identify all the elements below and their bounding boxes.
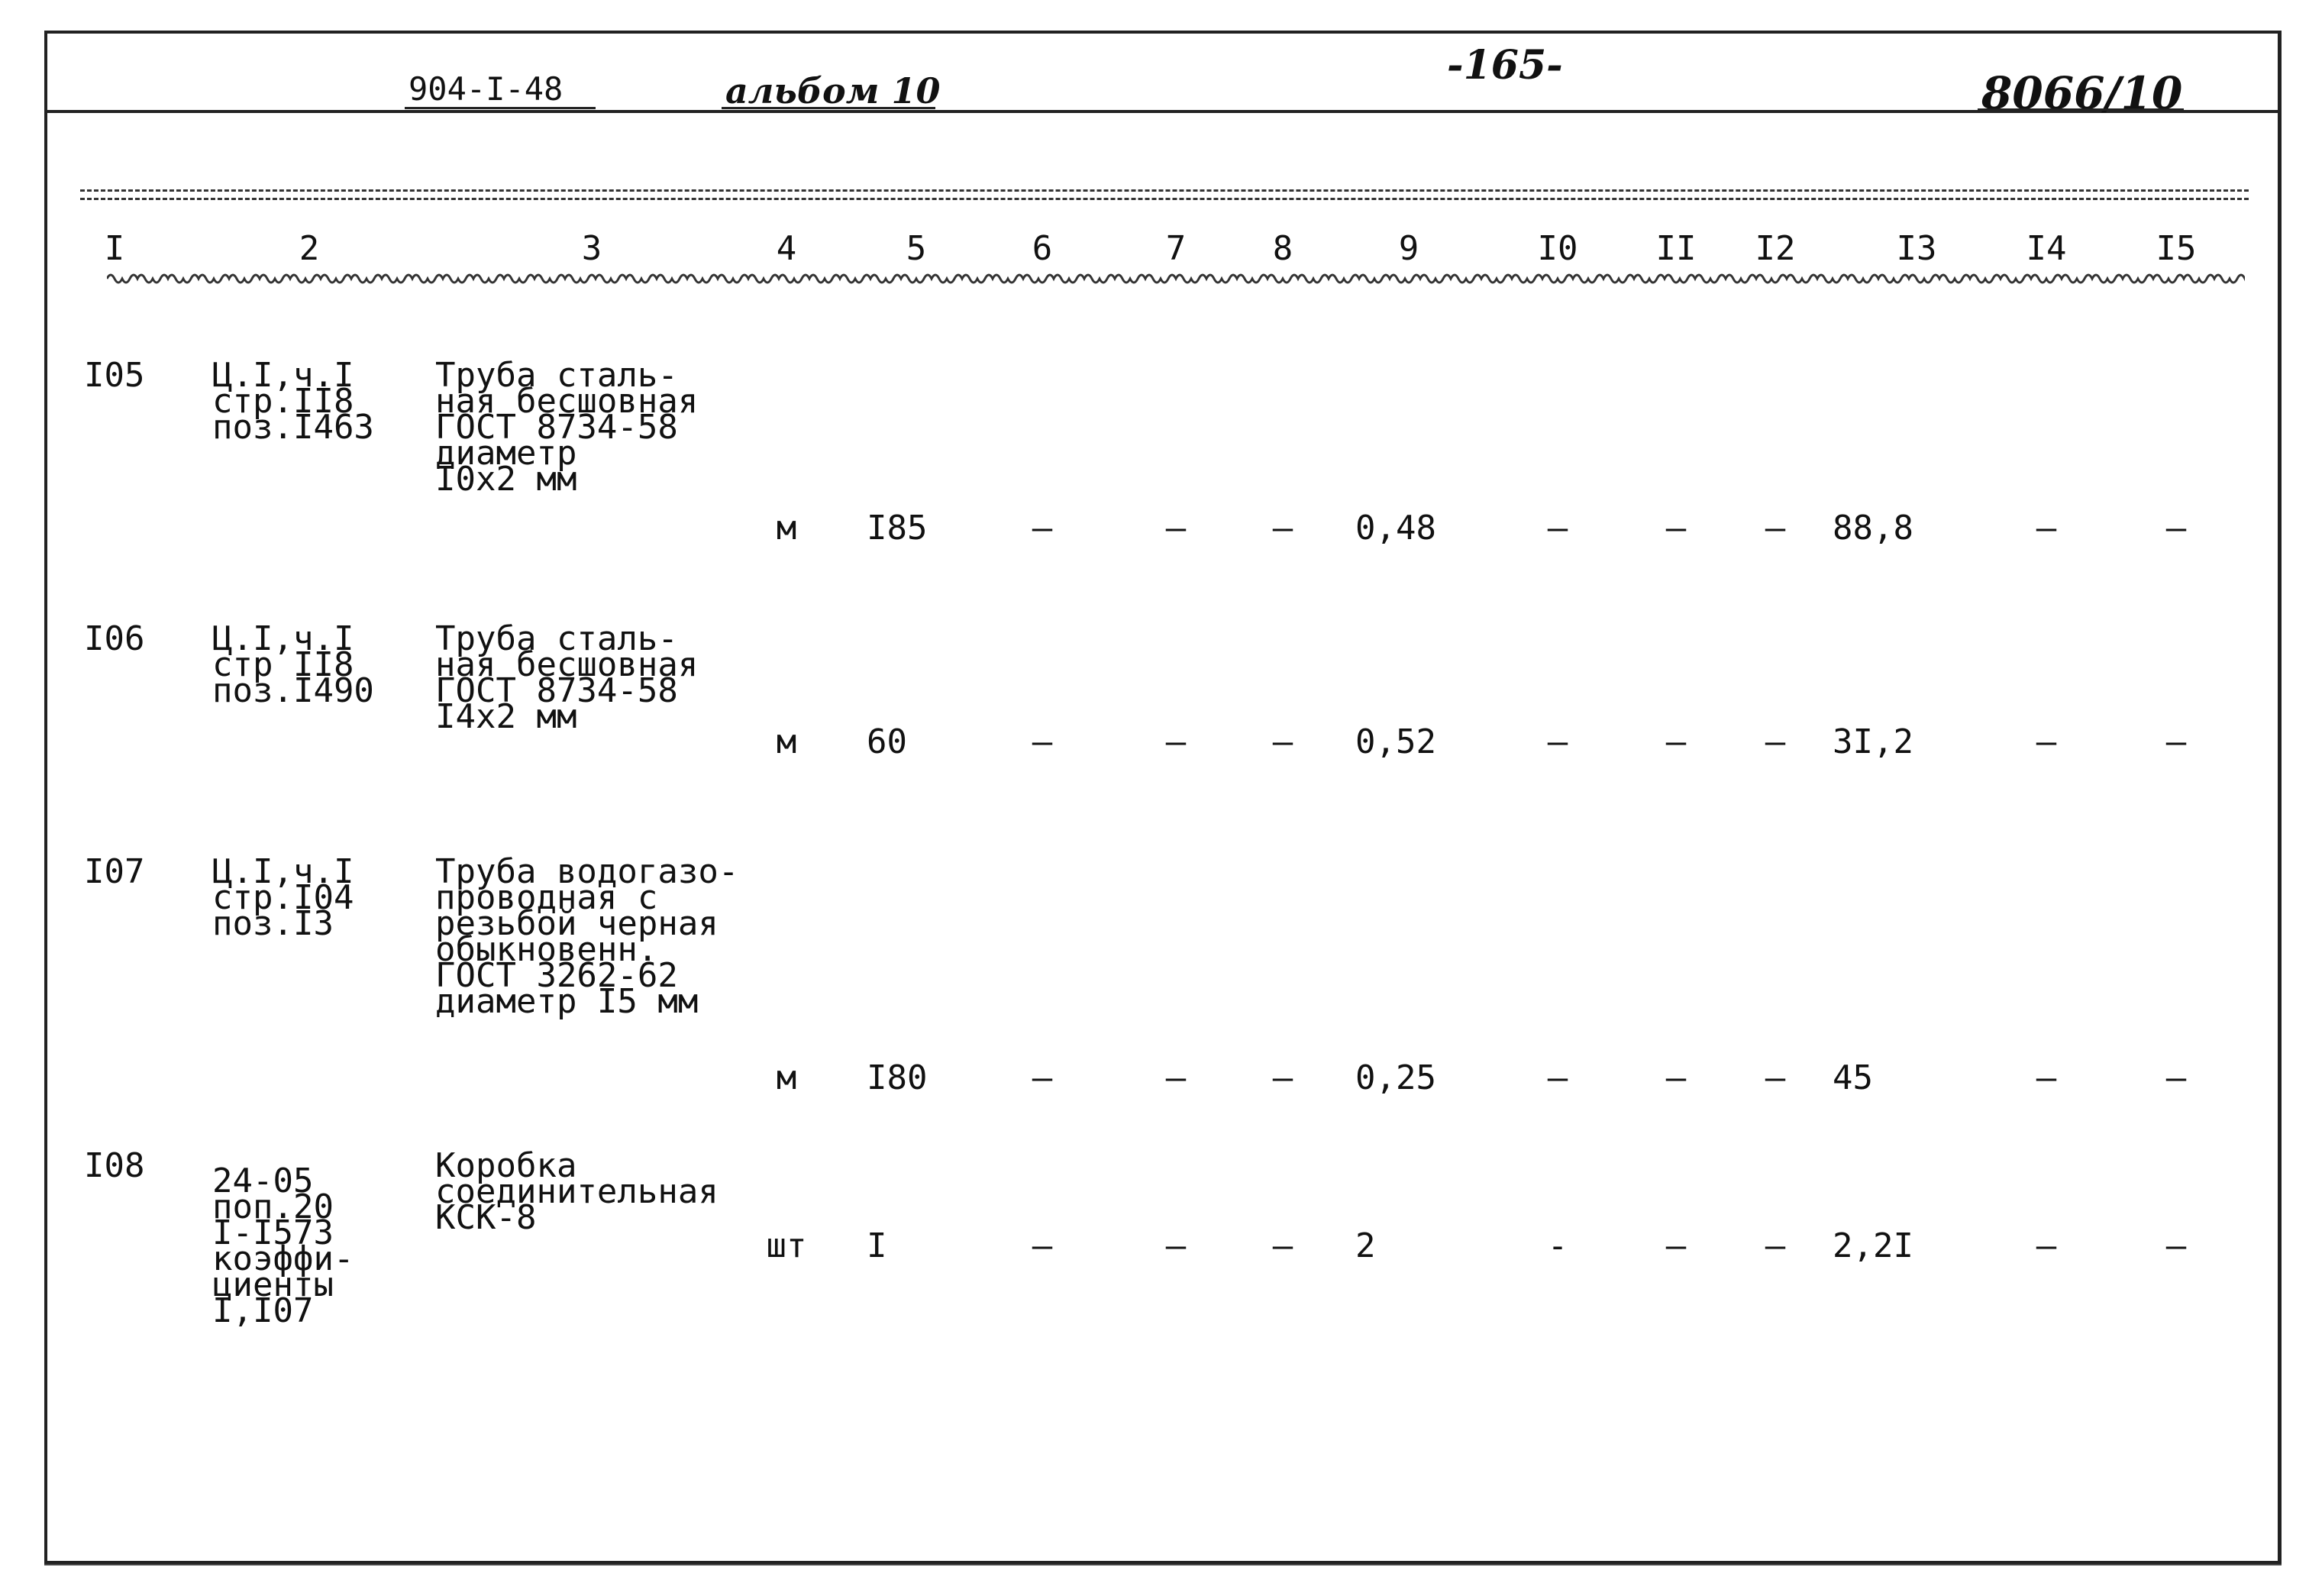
header-rule: [47, 110, 2278, 113]
row-reference: Ц.I,ч.I стр II8 поз.I490: [212, 619, 374, 710]
column-number-2: 2: [299, 229, 320, 268]
row-col-7: –: [1165, 1226, 1187, 1265]
column-number-13: I3: [1896, 229, 1937, 268]
row-description: Труба водогазо- проводная с резьбой черная обыкновенн. ГОСТ 3262-62 диаметр I5 мм: [435, 852, 739, 1021]
row-col-8: –: [1272, 1226, 1293, 1265]
row-col-12: –: [1765, 509, 1786, 548]
row-col-14: –: [2036, 1058, 2057, 1097]
row-quantity: 60: [867, 722, 907, 761]
row-col-10: -: [1547, 1226, 1568, 1265]
row-col-13: 45: [1833, 1058, 1873, 1097]
row-col-12: –: [1765, 1226, 1786, 1265]
row-quantity: I: [867, 1226, 887, 1265]
row-quantity: I85: [867, 509, 928, 548]
row-col-13: 3I,2: [1833, 722, 1913, 761]
row-col-11: –: [1665, 1226, 1687, 1265]
row-col-8: –: [1272, 1058, 1293, 1097]
row-col-15: –: [2165, 722, 2187, 761]
row-col-15: –: [2165, 509, 2187, 548]
row-quantity: I80: [867, 1058, 928, 1097]
album-underline: [722, 107, 935, 109]
column-number-9: 9: [1398, 229, 1419, 268]
row-col-15: –: [2165, 1058, 2187, 1097]
column-number-11: II: [1655, 229, 1697, 268]
row-col-7: –: [1165, 1058, 1187, 1097]
row-col-13: 88,8: [1833, 509, 1913, 548]
row-col-6: –: [1032, 722, 1053, 761]
column-number-10: I0: [1537, 229, 1578, 268]
row-col-8: –: [1272, 509, 1293, 548]
column-number-12: I2: [1755, 229, 1796, 268]
row-unit: м: [776, 722, 797, 761]
column-number-3: 3: [581, 229, 602, 268]
page-number: -165-: [1447, 42, 1563, 89]
row-number: I06: [84, 619, 145, 658]
row-col-11: –: [1665, 722, 1687, 761]
row-col-9: 0,52: [1355, 722, 1436, 761]
row-reference: Ц.I,ч.I стр.I04 поз.I3: [212, 852, 354, 943]
column-number-4: 4: [776, 229, 797, 268]
row-col-14: –: [2036, 1226, 2057, 1265]
row-col-11: –: [1665, 1058, 1687, 1097]
row-unit: м: [776, 509, 797, 548]
column-number-6: 6: [1032, 229, 1053, 268]
row-unit: м: [776, 1058, 797, 1097]
column-number-1: I: [104, 229, 125, 268]
row-number: I07: [84, 852, 145, 891]
row-col-10: –: [1547, 1058, 1568, 1097]
column-number-7: 7: [1165, 229, 1187, 268]
row-col-6: –: [1032, 509, 1053, 548]
column-number-8: 8: [1272, 229, 1293, 268]
row-col-12: –: [1765, 722, 1786, 761]
column-number-15: I5: [2156, 229, 2197, 268]
row-description: Труба сталь- ная бесшовная ГОСТ 8734-58 диаметр I0x2 мм: [435, 356, 699, 499]
column-header-wavy-rule: [107, 267, 2245, 290]
row-reference: Ц.I,ч.I стр.II8 поз.I463: [212, 356, 374, 447]
row-col-8: –: [1272, 722, 1293, 761]
album-label: альбом 10: [725, 70, 941, 111]
row-col-15: –: [2165, 1226, 2187, 1265]
row-col-6: –: [1032, 1226, 1053, 1265]
row-number: I08: [84, 1146, 145, 1185]
row-col-13: 2,2I: [1833, 1226, 1913, 1265]
doc-code: 904-I-48: [409, 70, 564, 108]
row-description: Труба сталь- ная бесшовная ГОСТ 8734-58 I4x2 мм: [435, 619, 699, 736]
row-col-14: –: [2036, 722, 2057, 761]
row-description: Коробка соединительная КСК-8: [435, 1146, 719, 1237]
row-reference: 24-05 поп.20 I-I573 коэффи- циенты I,I07: [212, 1161, 354, 1330]
row-col-10: –: [1547, 722, 1568, 761]
row-number: I05: [84, 356, 145, 395]
row-col-14: –: [2036, 509, 2057, 548]
sheet-underline: [1978, 108, 2184, 111]
row-col-7: –: [1165, 722, 1187, 761]
row-col-11: –: [1665, 509, 1687, 548]
row-col-7: –: [1165, 509, 1187, 548]
sheet-number: 8066/10: [1981, 67, 2183, 119]
bottom-rule: [44, 1564, 2282, 1565]
row-col-6: –: [1032, 1058, 1053, 1097]
row-col-9: 2: [1355, 1226, 1376, 1265]
doc-code-underline: [405, 107, 596, 109]
row-col-9: 0,25: [1355, 1058, 1436, 1097]
column-number-5: 5: [906, 229, 927, 268]
row-col-9: 0,48: [1355, 509, 1436, 548]
row-col-12: –: [1765, 1058, 1786, 1097]
row-unit: шт: [766, 1226, 807, 1265]
column-header-double-rule: [80, 189, 2249, 200]
row-col-10: –: [1547, 509, 1568, 548]
column-number-14: I4: [2026, 229, 2067, 268]
